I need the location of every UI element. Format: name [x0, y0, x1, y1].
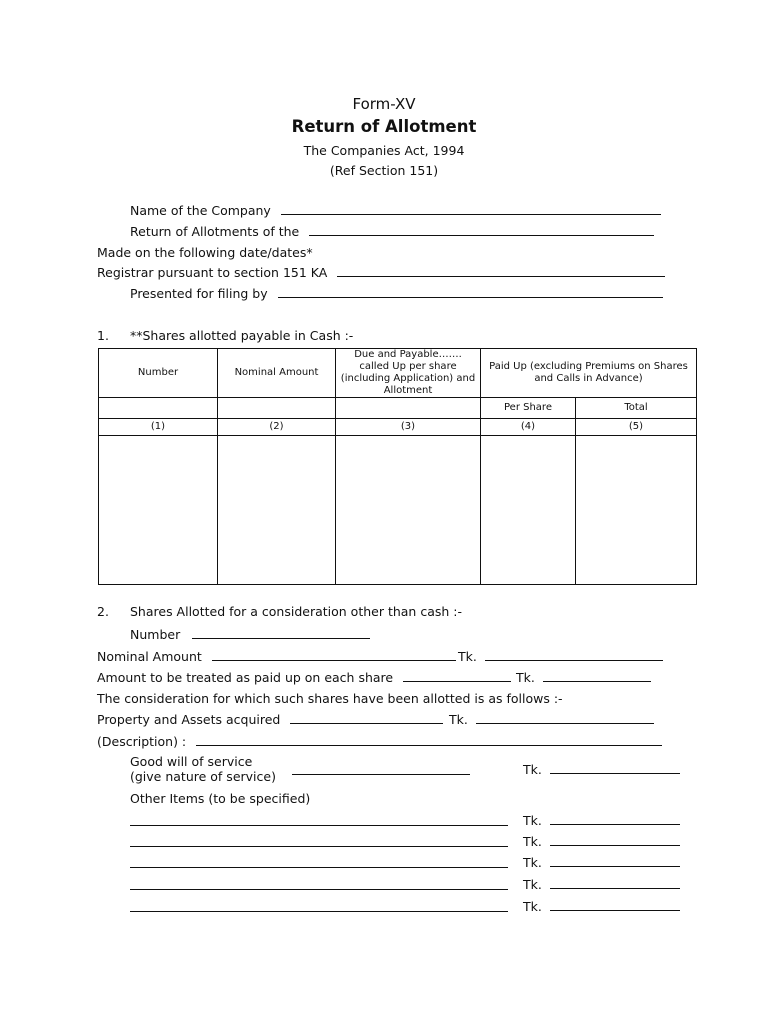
company-name-field: [130, 203, 661, 218]
made-on-label: Made on the following date/dates*: [97, 245, 313, 260]
tk-label: Tk.: [523, 899, 542, 914]
section-reference: (Ref Section 151): [329, 163, 439, 178]
s2-paid-up-tk-blank[interactable]: [543, 671, 651, 682]
s2-paid-up-label: Amount to be treated as paid up on each share: [97, 670, 394, 685]
other-item-blank[interactable]: [130, 901, 508, 912]
s2-goodwill-tk-field: [523, 762, 680, 777]
other-item-tk-blank[interactable]: [550, 835, 680, 846]
col-due-payable-header: Due and Payable……. called Up per share (including Application) and Allotment: [336, 349, 481, 398]
s2-nominal-field: [97, 649, 456, 664]
s2-paid-up-blank[interactable]: [403, 671, 511, 682]
s2-property-blank[interactable]: [290, 713, 443, 724]
s2-consideration-label: The consideration for which such shares have been allotted is as follows :-: [97, 691, 563, 706]
s2-goodwill-line2: (give nature of service): [130, 769, 276, 784]
entry-cell-due-payable[interactable]: [336, 436, 481, 585]
col-total-header: Total: [576, 398, 697, 419]
entry-cell-nominal[interactable]: [218, 436, 336, 585]
s2-nominal-blank[interactable]: [212, 650, 456, 661]
s2-paid-up-field: [97, 670, 511, 685]
s2-nominal-label: Nominal Amount: [97, 649, 202, 664]
s2-other-items-label: Other Items (to be specified): [130, 791, 311, 806]
presented-blank[interactable]: [278, 287, 663, 298]
section2-number: 2.: [97, 604, 109, 619]
other-item-tk-blank[interactable]: [550, 814, 680, 825]
s2-nominal-tk-blank[interactable]: [485, 650, 663, 661]
s2-goodwill-blank[interactable]: [292, 764, 470, 775]
section2-heading: Shares Allotted for a consideration other than cash :-: [130, 604, 462, 619]
presented-field: [130, 286, 663, 301]
other-item-tk-blank[interactable]: [550, 878, 680, 889]
tk-label: Tk.: [523, 877, 542, 892]
s2-number-blank[interactable]: [192, 628, 370, 639]
other-item-tk-field: [523, 877, 680, 892]
col-number-index: (1): [99, 419, 218, 436]
s2-property-tk-field: [449, 712, 654, 727]
other-item-tk-field: [523, 834, 680, 849]
other-item-tk-field: [523, 899, 680, 914]
registrar-label: Registrar pursuant to section 151 KA: [97, 265, 328, 280]
col-number-index: (5): [576, 419, 697, 436]
tk-label: Tk.: [458, 649, 477, 664]
form-number: Form-XV: [352, 95, 416, 113]
col-number-index: (2): [218, 419, 336, 436]
registrar-field: [97, 265, 665, 280]
other-item-blank[interactable]: [130, 857, 508, 868]
section1-number: 1.: [97, 328, 109, 343]
s2-goodwill-tk-blank[interactable]: [550, 763, 680, 774]
presented-label: Presented for filing by: [130, 286, 268, 301]
subheader-blank-cell: [218, 398, 336, 419]
subheader-blank-cell: [99, 398, 218, 419]
entry-cell-number[interactable]: [99, 436, 218, 585]
shares-cash-table: [98, 348, 697, 585]
other-item-blank[interactable]: [130, 836, 508, 847]
tk-label: Tk.: [523, 834, 542, 849]
col-nominal-header: Nominal Amount: [218, 349, 336, 398]
company-name-label: Name of the Company: [130, 203, 271, 218]
allotments-of-blank[interactable]: [309, 225, 654, 236]
s2-property-label: Property and Assets acquired: [97, 712, 281, 727]
registrar-blank[interactable]: [337, 266, 665, 277]
tk-label: Tk.: [523, 762, 542, 777]
entry-cell-total[interactable]: [576, 436, 697, 585]
s2-description-label: (Description) :: [97, 734, 187, 749]
tk-label: Tk.: [449, 712, 468, 727]
tk-label: Tk.: [523, 813, 542, 828]
tk-label: Tk.: [516, 670, 535, 685]
subheader-blank-cell: [336, 398, 481, 419]
entry-cell-per-share[interactable]: [481, 436, 576, 585]
col-per-share-header: Per Share: [481, 398, 576, 419]
s2-number-field: [130, 627, 370, 642]
s2-description-field: [97, 734, 662, 749]
other-item-blank[interactable]: [130, 815, 508, 826]
other-item-blank[interactable]: [130, 879, 508, 890]
form-title: Return of Allotment: [291, 117, 477, 136]
s2-description-blank[interactable]: [196, 735, 662, 746]
col-number-index: (4): [481, 419, 576, 436]
other-item-tk-blank[interactable]: [550, 856, 680, 867]
act-name: The Companies Act, 1994: [303, 143, 465, 158]
allotments-of-label: Return of Allotments of the: [130, 224, 300, 239]
s2-paid-up-tk-field: [516, 670, 651, 685]
col-paid-up-header: Paid Up (excluding Premiums on Shares and Calls in Advance): [481, 349, 697, 398]
other-item-tk-blank[interactable]: [550, 900, 680, 911]
other-item-tk-field: [523, 813, 680, 828]
allotments-of-field: [130, 224, 654, 239]
company-name-blank[interactable]: [281, 204, 661, 215]
s2-goodwill-line1: Good will of service: [130, 754, 253, 769]
col-number-header: Number: [99, 349, 218, 398]
section1-heading: **Shares allotted payable in Cash :-: [130, 328, 354, 343]
other-item-tk-field: [523, 855, 680, 870]
s2-number-label: Number: [130, 627, 181, 642]
tk-label: Tk.: [523, 855, 542, 870]
s2-nominal-tk-field: [458, 649, 663, 664]
col-number-index: (3): [336, 419, 481, 436]
s2-property-field: [97, 712, 443, 727]
s2-property-tk-blank[interactable]: [476, 713, 654, 724]
